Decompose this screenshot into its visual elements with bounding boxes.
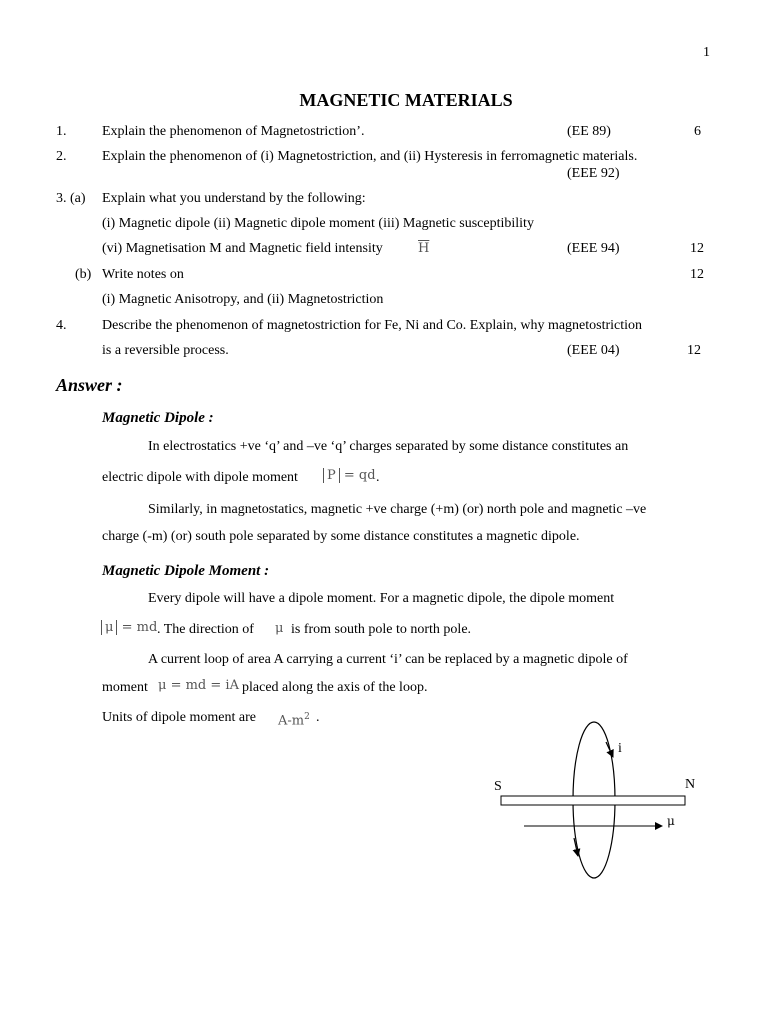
punctuation: .: [376, 470, 380, 485]
paragraph-line: In electrostatics +ve ‘q’ and –ve ‘q’ charges separated by some distance constitutes an: [148, 439, 629, 454]
question-number: 1.: [56, 124, 67, 139]
question-text: (i) Magnetic dipole (ii) Magnetic dipole moment (iii) Magnetic susceptibility: [102, 216, 534, 231]
unit-base: A-m: [278, 713, 305, 729]
page-number: 1: [703, 45, 710, 60]
question-marks: 12: [690, 241, 704, 256]
paragraph-line: electric dipole with dipole moment: [102, 470, 298, 485]
north-pole-label: N: [685, 777, 696, 792]
moment-label: μ: [667, 814, 675, 828]
question-marks: 12: [687, 343, 701, 358]
moment-formula: μ = md = iA: [158, 678, 239, 693]
formula-rhs: = md: [121, 620, 158, 635]
question-reference: (EE 89): [567, 124, 611, 139]
paragraph-line: Similarly, in magnetostatics, magnetic +ve charge (+m) (or) north pole and magnetic –ve: [148, 502, 647, 517]
section-heading-magnetic-dipole-moment: Magnetic Dipole Moment :: [102, 563, 270, 579]
question-text: Describe the phenomenon of magnetostriction for Fe, Ni and Co. Explain, why magnetostriction: [102, 318, 643, 333]
answer-heading: Answer :: [56, 375, 123, 395]
current-arrow: [606, 742, 613, 757]
paragraph-line: Units of dipole moment are: [102, 710, 256, 725]
paragraph-line: moment: [102, 680, 148, 695]
question-number: 4.: [56, 318, 67, 333]
paragraph-line: placed along the axis of the loop.: [242, 680, 428, 695]
punctuation: .: [316, 710, 320, 725]
question-text: Explain the phenomenon of Magnetostriction’.: [102, 124, 365, 139]
formula-rhs: = qd: [343, 468, 376, 483]
paragraph-line: charge (-m) (or) south pole separated by some distance constitutes a magnetic dipole.: [102, 529, 580, 544]
question-text: (i) Magnetic Anisotropy, and (ii) Magnetostriction: [102, 292, 384, 307]
page-title: MAGNETIC MATERIALS: [299, 90, 513, 110]
question-marks: 6: [694, 124, 701, 139]
question-text: Explain the phenomenon of (i) Magnetostriction, and (ii) Hysteresis in ferromagnetic materials.: [102, 149, 638, 164]
question-number: 3. (a): [56, 191, 86, 206]
question-text: is a reversible process.: [102, 343, 229, 358]
field-intensity-symbol: $\overline{H}$: [418, 241, 430, 256]
question-reference: (EEE 94): [567, 241, 620, 256]
question-text: Explain what you understand by the following:: [102, 191, 366, 206]
question-text: (vi) Magnetisation M and Magnetic field intensity: [102, 241, 383, 256]
paragraph-line: A current loop of area A carrying a current ‘i’ can be replaced by a magnetic dipole of: [148, 652, 628, 667]
unit-exponent: 2: [304, 712, 310, 722]
question-reference: (EEE 04): [567, 343, 620, 358]
formula-lhs: P: [323, 468, 340, 483]
section-heading-magnetic-dipole: Magnetic Dipole :: [102, 410, 214, 426]
paragraph-line: . The direction of: [157, 622, 254, 637]
south-pole-label: S: [494, 779, 502, 794]
question-reference: (EEE 92): [567, 166, 620, 181]
paragraph-line: Every dipole will have a dipole moment. For a magnetic dipole, the dipole moment: [148, 591, 615, 606]
question-marks: 12: [690, 267, 704, 282]
current-label: i: [618, 741, 622, 756]
question-part-label: (b): [75, 267, 92, 282]
paragraph-line: is from south pole to north pole.: [291, 622, 472, 637]
question-text: Write notes on: [102, 267, 184, 282]
formula-lhs: μ: [101, 620, 117, 635]
bar-magnet: [501, 796, 685, 805]
mu-symbol: μ: [275, 621, 284, 636]
question-number: 2.: [56, 149, 67, 164]
